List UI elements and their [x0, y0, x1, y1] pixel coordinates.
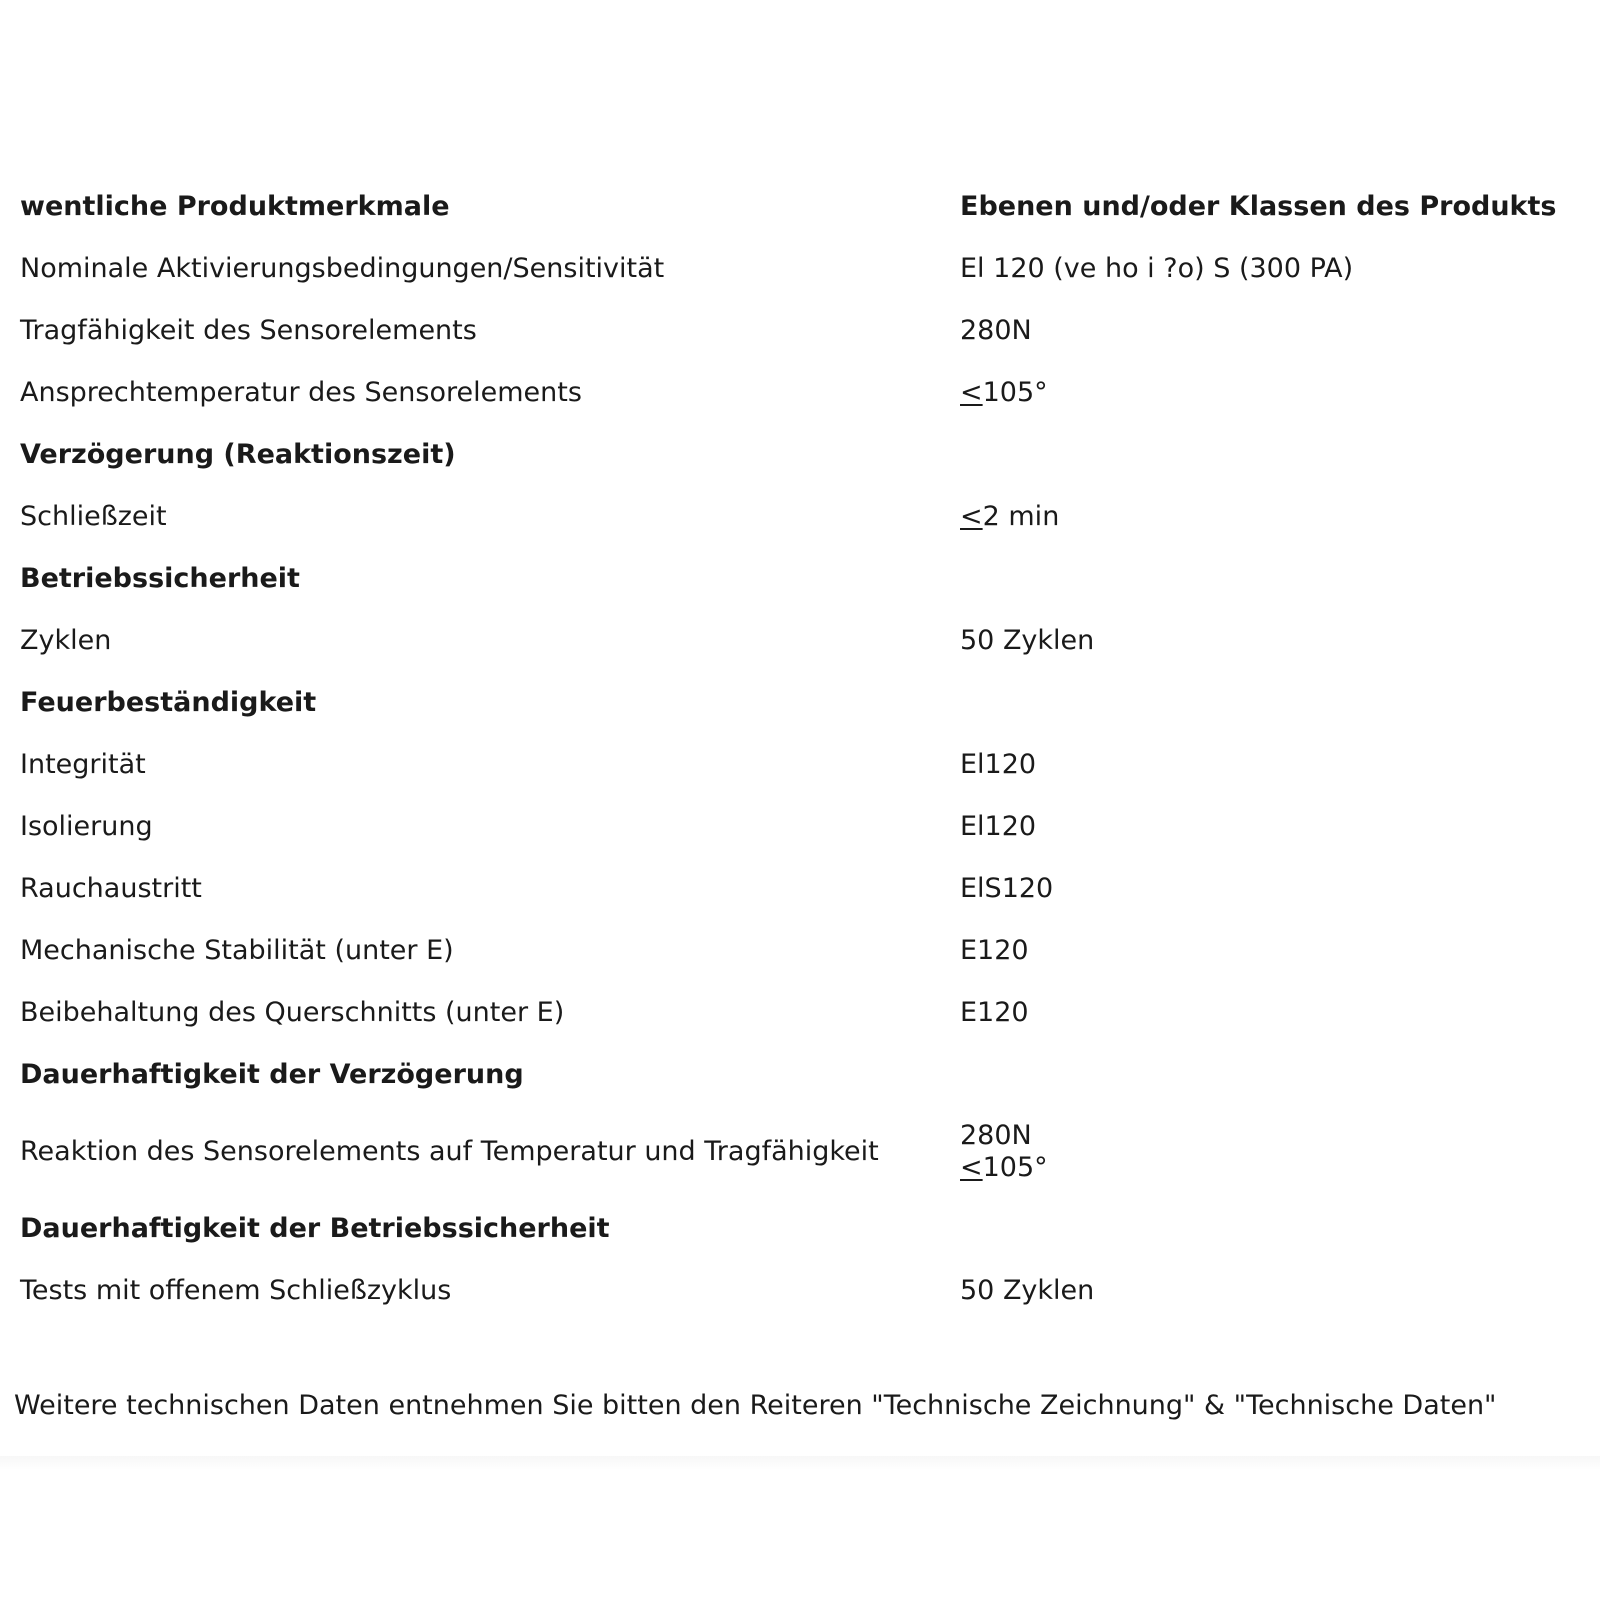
row-value: [960, 501, 1580, 533]
section-heading: Feuerbeständigkeit: [20, 687, 317, 718]
row-value: El120: [960, 749, 1037, 780]
row-label: Zyklen: [20, 625, 112, 656]
table-row: [20, 362, 1580, 424]
table-row: [20, 486, 1580, 548]
table-row: [20, 796, 1580, 858]
header-value: Ebenen und/oder Klassen des Produkts: [960, 191, 1557, 222]
row-value: El 120 (ve ho i ?o) S (300 PA): [960, 253, 1354, 284]
row-value: E120: [960, 935, 1029, 966]
footnote-text: Weitere technischen Daten entnehmen Sie bitten den Reiteren "Technische Zeichnung" & "Technische Daten": [14, 1390, 1497, 1421]
table-row: [20, 858, 1580, 920]
table-row: [20, 1260, 1580, 1322]
row-value: E120: [960, 997, 1029, 1028]
table-row: [20, 610, 1580, 672]
table-row: [20, 1106, 1580, 1198]
section-row: [20, 1044, 1580, 1106]
less-equal-symbol: <: [960, 1152, 983, 1183]
value-line: [960, 1152, 1580, 1184]
row-label: Reaktion des Sensorelements auf Temperatur und Tragfähigkeit: [20, 1136, 879, 1167]
spec-table: [20, 176, 1580, 1322]
row-label: Tragfähigkeit des Sensorelements: [20, 315, 477, 346]
section-heading: Dauerhaftigkeit der Betriebssicherheit: [20, 1213, 610, 1244]
section-heading: Verzögerung (Reaktionszeit): [20, 439, 456, 470]
row-value: 50 Zyklen: [960, 625, 1095, 656]
row-label: Integrität: [20, 749, 146, 780]
section-row: [20, 672, 1580, 734]
section-row: [20, 548, 1580, 610]
table-row: [20, 300, 1580, 362]
row-label: Mechanische Stabilität (unter E): [20, 935, 454, 966]
header-label: wentliche Produktmerkmale: [20, 191, 450, 222]
row-label: Schließzeit: [20, 501, 167, 532]
row-label: Ansprechtemperatur des Sensorelements: [20, 377, 582, 408]
value-text: 105°: [982, 377, 1048, 408]
value-text: 105°: [982, 1152, 1048, 1183]
less-equal-symbol: <: [960, 501, 983, 532]
table-row: [20, 238, 1580, 300]
section-heading: Dauerhaftigkeit der Verzögerung: [20, 1059, 524, 1090]
row-value: 50 Zyklen: [960, 1275, 1095, 1306]
table-row: [20, 920, 1580, 982]
row-label: Isolierung: [20, 811, 153, 842]
row-label: Nominale Aktivierungsbedingungen/Sensitivität: [20, 253, 665, 284]
table-header-row: [20, 176, 1580, 238]
bottom-divider: [0, 1456, 1600, 1470]
section-row: [20, 424, 1580, 486]
row-value: [960, 1120, 1580, 1184]
less-equal-symbol: <: [960, 377, 983, 408]
row-value: [960, 377, 1580, 409]
section-heading: Betriebssicherheit: [20, 563, 300, 594]
table-row: [20, 982, 1580, 1044]
row-value: El120: [960, 811, 1037, 842]
row-label: Beibehaltung des Querschnitts (unter E): [20, 997, 565, 1028]
section-row: [20, 1198, 1580, 1260]
row-value: ElS120: [960, 873, 1054, 904]
row-label: Rauchaustritt: [20, 873, 202, 904]
row-value: 280N: [960, 315, 1032, 346]
row-label: Tests mit offenem Schließzyklus: [20, 1275, 452, 1306]
value-line: 280N: [960, 1120, 1032, 1151]
table-row: [20, 734, 1580, 796]
value-text: 2 min: [982, 501, 1060, 532]
